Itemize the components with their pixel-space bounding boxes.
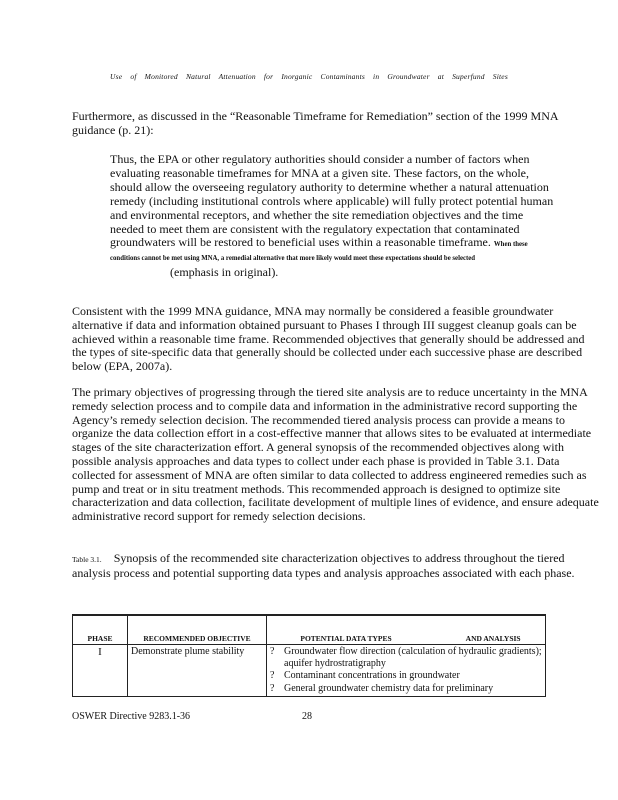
paragraph-intro: Furthermore, as discussed in the “Reasonable Timeframe for Remediation” section of the 1999 MNA guidance (p. 21): [72, 109, 558, 137]
objective-cell: Demonstrate plume stability [128, 645, 267, 697]
header-data-types [267, 615, 546, 645]
quote-emphasis: (emphasis in original). [170, 265, 279, 280]
phase-cell: I [73, 645, 128, 697]
list-item [270, 646, 542, 669]
data-type-text: General groundwater chemistry data for preliminary [284, 682, 494, 694]
quote-note: When these conditions cannot be met using MNA, a remedial alternative that more likely would meet these expectations should be selected [110, 241, 528, 263]
data-type-text: Contaminant concentrations in groundwater [284, 670, 460, 681]
header-phase: PHASE [73, 615, 128, 645]
bullet-glyph: ? [270, 682, 275, 694]
data-type-text: Groundwater flow direction (calculation of hydraulic gradients); aquifer hydrostratigraphy [284, 646, 542, 669]
data-types-cell [267, 645, 546, 697]
bullet-glyph: ? [270, 646, 275, 657]
list-item [270, 670, 542, 682]
header-data-types-label: POTENTIAL DATA TYPES [300, 634, 392, 643]
header-objective: RECOMMENDED OBJECTIVE [128, 615, 267, 645]
footer-page-number: 28 [302, 711, 312, 722]
paragraph-objectives: The primary objectives of progressing through the tiered site analysis are to reduce uncertainty in the MNA remedy selection process and to compile data and information in the administrative record supporting the Agency’s remedy selection decision. The recommended tiered analysis process can provide a means to organize the data collection effort in a cost-effective manner that allows sites to be evaluated at intermediate stages of the site characterization effort. A general synopsis of the recommended objectives along with possible analysis approaches and data types to collect under each phase is provided in Table 3.1. Data collected for assessment of MNA are often similar to data collected to address engineered remedies such as pump and treat or in situ treatment methods. This recommended approach is designed to optimize site characterization and data collection, facilitate development of multiple lines of evidence, and ensure adequate administrative record support for remedy selection decisions. [72, 385, 599, 524]
header-analysis-label: AND ANALYSIS [465, 634, 521, 643]
block-quote [110, 153, 555, 280]
running-header: Use of Monitored Natural Attenuation for Inorganic Contaminants in Groundwater at Superfund Sites [110, 72, 508, 81]
table-caption [72, 552, 602, 581]
table-row [73, 645, 546, 697]
footer-directive: OSWER Directive 9283.1-36 [72, 711, 191, 722]
quote-text: Thus, the EPA or other regulatory authorities should consider a number of factors when evaluating reasonable timeframes for MNA at a given site. These factors, on the whole, should allow the overseeing regulatory authority to determine whether a natural attenuation remedy (including institutional controls where applicable) will fully protect potential human and environmental receptors, and whether the site remediation objectives and the time needed to meet them are consistent with the regulatory expectation that contaminated groundwaters will be restored to beneficial uses within a reasonable timeframe. [110, 152, 554, 250]
paragraph-consistent: Consistent with the 1999 MNA guidance, MNA may normally be considered a feasible groundwater alternative if data and information obtained pursuant to Phases I through III suggest cleanup goals can be achieved within a reasonable time frame. Recommended objectives that generally should be addressed and the types of site-specific data that generally should be collected under each successive phase are described below (EPA, 2007a). [72, 304, 585, 374]
table-caption-text: Synopsis of the recommended site characterization objectives to address throughout the tiered analysis process and potential supporting data types and analysis approaches associated with each phase. [72, 551, 575, 580]
synopsis-table [72, 614, 546, 697]
table-number: Table 3.1. [72, 555, 102, 564]
bullet-glyph: ? [270, 670, 275, 681]
list-item [270, 683, 542, 695]
